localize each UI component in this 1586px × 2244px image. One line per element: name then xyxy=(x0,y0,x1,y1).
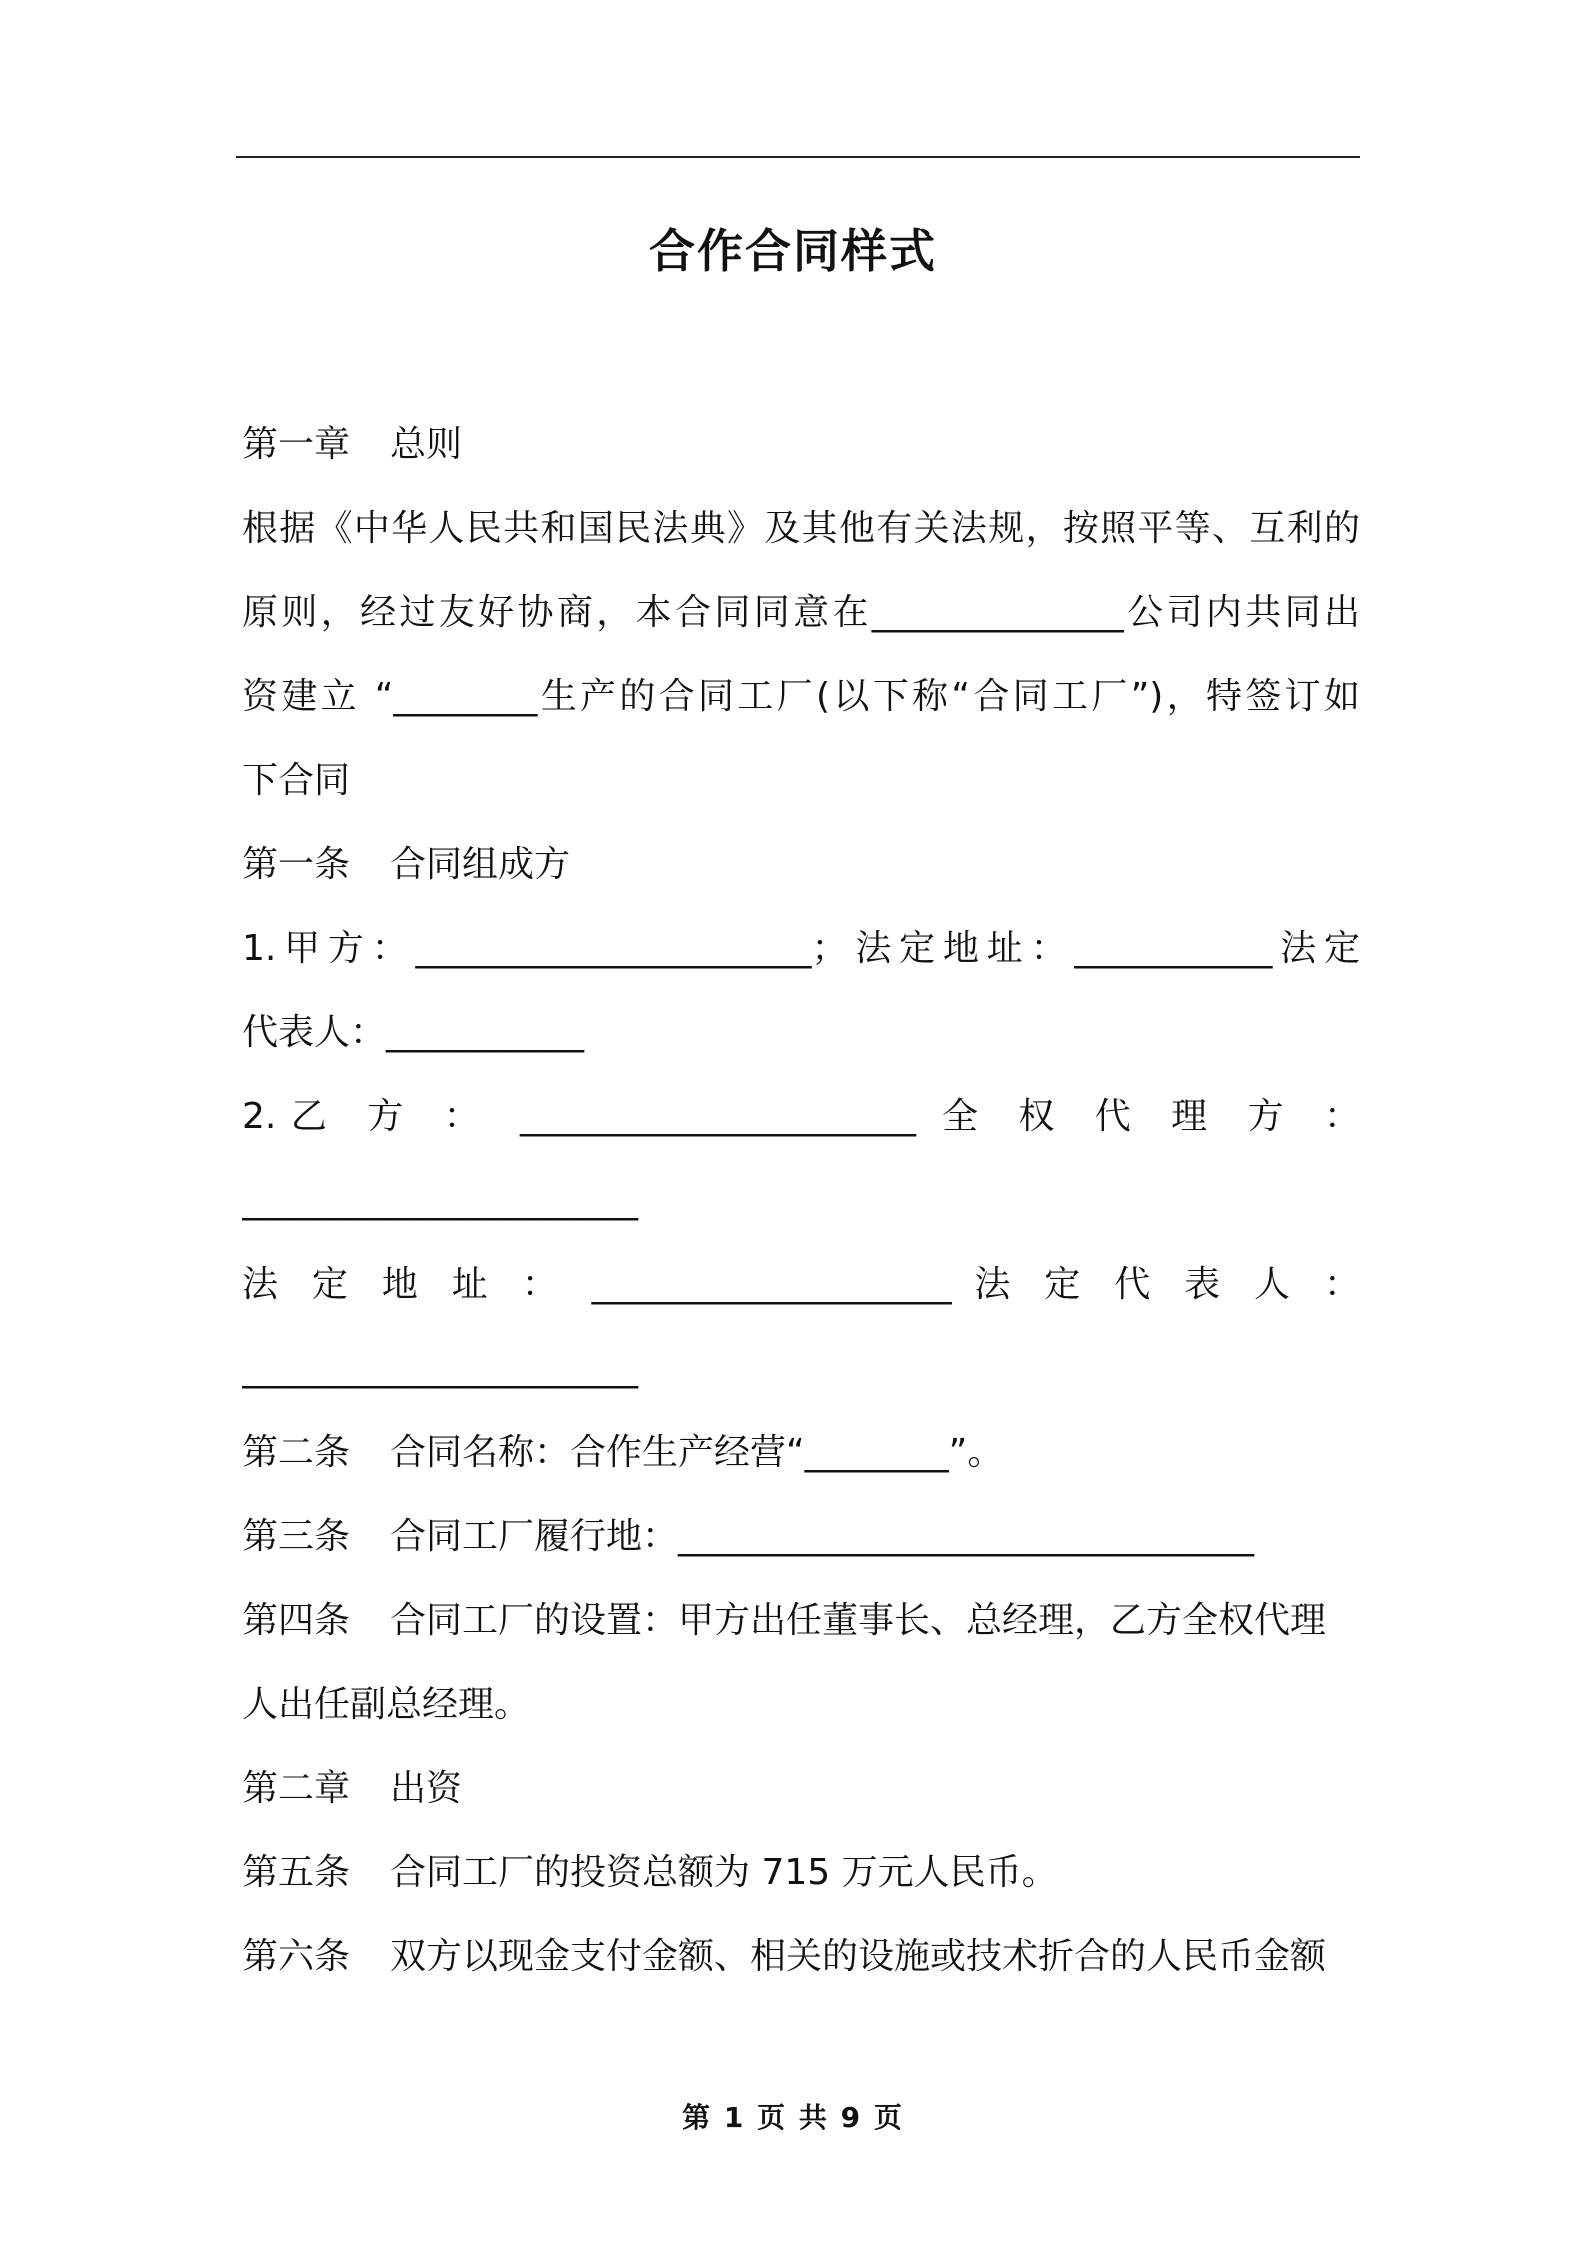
article-4-continuation: 人出任副总经理。 xyxy=(242,1684,531,1725)
article-1-label: 第一条 xyxy=(242,844,351,885)
article-2 xyxy=(242,1411,1360,1495)
article-6-label: 第六条 xyxy=(242,1936,351,1977)
article-4-label: 第四条 xyxy=(242,1600,351,1641)
article-4 xyxy=(242,1579,1360,1663)
article-5-text: 合同工厂的投资总额为 715 万元人民币。 xyxy=(390,1852,1058,1893)
intro-line-4: 下合同 xyxy=(242,760,351,801)
article-6-text: 双方以现金支付金额、相关的设施或技术折合的人民币金额 xyxy=(390,1936,1327,1977)
article-4-text: 合同工厂的设置：甲方出任董事长、总经理，乙方全权代理 xyxy=(390,1600,1327,1641)
chapter-1-label: 第一章 xyxy=(242,424,351,465)
article-2-label: 第二条 xyxy=(242,1432,351,1473)
chapter-1-title: 总则 xyxy=(390,424,463,465)
article-3-text: 合同工厂履行地：________________________________ xyxy=(390,1516,1255,1557)
article-5-label: 第五条 xyxy=(242,1852,351,1893)
party-b-line: 2.乙 方 ： ______________________ 全 权 代 理 方 ： xyxy=(242,1096,1360,1137)
article-2-text: 合同名称：合作生产经营“________”。 xyxy=(390,1432,1004,1473)
intro-line-2: 原则，经过友好协商，本合同同意在______________公司内共同出 xyxy=(242,592,1360,633)
document-title: 合作合同样式 xyxy=(649,224,937,278)
party-b-agent-blank: ______________________ xyxy=(242,1180,638,1221)
party-b-address-line: 法 定 地 址 ： ____________________ 法 定 代 表 人 ： xyxy=(242,1264,1360,1305)
chapter-1-heading xyxy=(242,403,1360,487)
article-1-heading xyxy=(242,823,1360,907)
intro-line-1: 根据《中华人民共和国民法典》及其他有关法规，按照平等、互利的 xyxy=(242,508,1360,549)
chapter-2-label: 第二章 xyxy=(242,1768,351,1809)
chapter-2-heading xyxy=(242,1747,1360,1831)
document-body xyxy=(242,403,1360,1999)
article-5 xyxy=(242,1831,1360,1915)
header-rule xyxy=(236,156,1360,158)
article-6 xyxy=(242,1915,1360,1999)
intro-line-3: 资建立 “________生产的合同工厂(以下称“合同工厂”)，特签订如 xyxy=(242,676,1360,717)
page-number: 第 1 页 共 9 页 xyxy=(682,2101,904,2134)
party-a-line-2: 代表人：___________ xyxy=(242,1012,585,1053)
article-1-title: 合同组成方 xyxy=(390,844,571,885)
party-a-line-1: 1.甲方：______________________；法定地址：___________法定 xyxy=(242,928,1360,969)
article-3 xyxy=(242,1495,1360,1579)
chapter-2-title: 出资 xyxy=(390,1768,463,1809)
party-b-rep-blank: ______________________ xyxy=(242,1348,638,1389)
article-3-label: 第三条 xyxy=(242,1516,351,1557)
